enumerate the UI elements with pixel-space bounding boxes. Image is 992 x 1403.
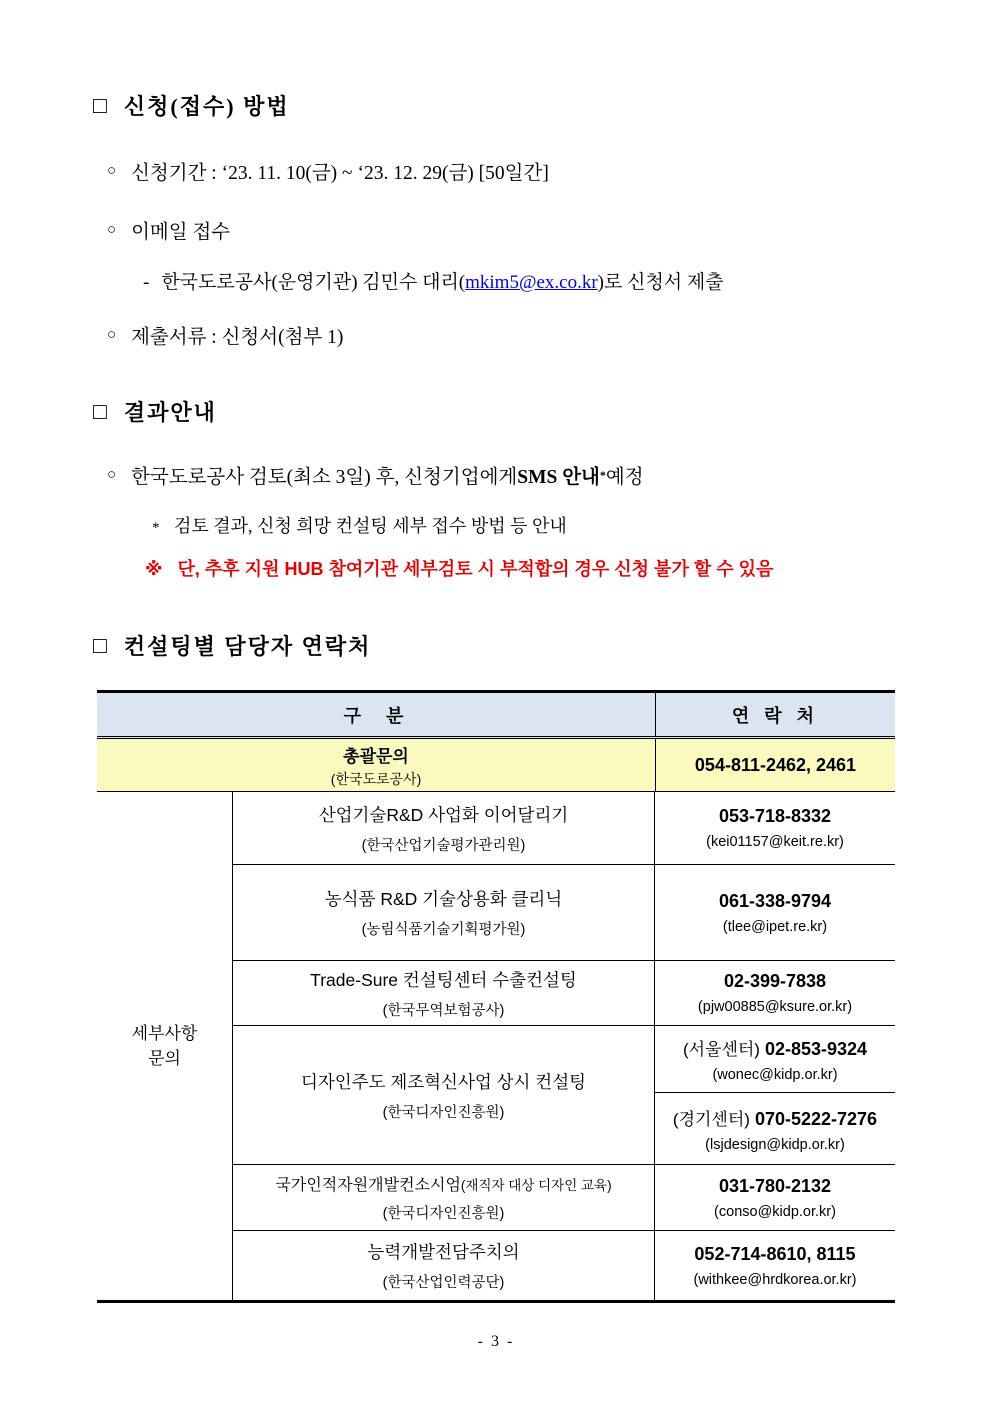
section-heading-result (93, 396, 217, 427)
consulting-name-cell (233, 1230, 655, 1300)
section-heading-apply-text: 신청(접수) 방법 (123, 94, 290, 119)
consulting-name: Trade-Sure 컨설팅센터 수출컨설팅 (310, 969, 577, 990)
asterisk-superscript: * (599, 467, 606, 482)
general-inquiry-row (97, 739, 895, 792)
contact-cell-gyeonggi (655, 1092, 895, 1164)
email-submission-text: 이메일 접수 (131, 222, 231, 243)
contact-email: (tlee@ipet.re.kr) (722, 918, 828, 935)
col-header-contact: 연 락 처 (655, 693, 895, 736)
consulting-name-main: 국가인적자원개발컨소시엄 (275, 1177, 461, 1194)
consulting-name-cell (233, 864, 655, 960)
warning-note-text: 단, 추후 지원 HUB 참여기관 세부검토 시 부적합의 경우 신청 불가 할 수 있음 (177, 559, 774, 579)
asterisk-icon: * (152, 520, 160, 536)
consulting-name: 디자인주도 제조혁신사업 상시 컨설팅 (300, 1071, 587, 1092)
warning-note-line (145, 555, 773, 581)
square-bullet-icon: □ (93, 399, 109, 424)
consulting-name-note: (재직자 대상 디자인 교육) (460, 1178, 612, 1193)
square-bullet-icon: □ (93, 93, 109, 118)
detail-inquiry-label-line1: 세부사항 (131, 1023, 198, 1043)
consulting-org: (농림식품기술기획평가원) (361, 922, 526, 938)
contact-phone: 053-718-8332 (718, 806, 832, 826)
required-docs-text: 제출서류 : 신청서(첨부 1) (131, 327, 344, 348)
required-docs-line (107, 321, 343, 349)
contact-area-label: (서울센터) (682, 1040, 760, 1059)
sms-notice-bold: SMS 안내 (517, 467, 600, 488)
consulting-name-cell (233, 960, 655, 1025)
circle-bullet-icon: ○ (107, 466, 117, 483)
circle-bullet-icon: ○ (107, 221, 117, 238)
general-inquiry-org: (한국도로공사) (330, 770, 422, 787)
general-inquiry-title: 총괄문의 (343, 746, 409, 766)
consulting-org: (한국산업인력공단) (382, 1275, 505, 1291)
contact-cell (655, 1230, 895, 1300)
contact-email: (lsjdesign@kidp.or.kr) (705, 1136, 845, 1153)
dash-bullet-icon: - (143, 272, 150, 293)
contact-email: (conso@kidp.or.kr) (714, 1203, 836, 1220)
consulting-org: (한국산업기술평가관리원) (361, 837, 526, 854)
general-inquiry-phone: 054-811-2462, 2461 (655, 739, 895, 791)
contact-phone-number: 02-853-9324 (764, 1039, 868, 1059)
reference-mark-icon: ※ (145, 559, 163, 579)
sms-notice-prefix: 한국도로공사 검토(최소 3일) 후, 신청기업에게 (131, 467, 518, 488)
sms-notice-line (107, 461, 644, 489)
section-heading-apply (93, 90, 290, 121)
contact-cell (655, 864, 895, 960)
contact-phone: 052-714-8610, 8115 (694, 1243, 856, 1264)
section-heading-contacts (93, 630, 371, 661)
consulting-name-cell (233, 1025, 655, 1164)
consulting-name: 산업기술R&D 사업화 이어달리기 (318, 804, 569, 825)
section-heading-result-text: 결과안내 (123, 400, 217, 425)
contact-phone (683, 1035, 867, 1060)
contact-phone-number: 070-5222-7276 (754, 1108, 878, 1129)
email-submission-line (107, 216, 230, 244)
email-link[interactable]: mkim5@ex.co.kr (465, 272, 598, 293)
contact-phone: 061-338-9794 (718, 890, 832, 911)
contact-table-body (97, 792, 895, 1300)
contact-email: (wonec@kidp.or.kr) (712, 1067, 838, 1083)
contact-phone: 031-780-2132 (718, 1175, 832, 1196)
application-period-text: 신청기간 : ‘23. 11. 10(금) ~ ‘23. 12. 29(금) [50일간] (131, 163, 549, 184)
consulting-name-cell (233, 792, 655, 864)
contact-email: (pjw00885@ksure.or.kr) (697, 999, 853, 1015)
contact-phone (673, 1105, 877, 1130)
page-number: - 3 - (477, 1333, 515, 1350)
consulting-org: (한국디자인진흥원) (382, 1104, 505, 1121)
circle-bullet-icon: ○ (107, 326, 117, 343)
consulting-name: 농식품 R&D 기술상용화 클리닉 (324, 889, 563, 909)
consulting-name (275, 1172, 611, 1195)
circle-bullet-icon: ○ (107, 162, 117, 179)
contact-area-label: (경기센터) (672, 1109, 750, 1129)
email-detail-line (143, 267, 724, 294)
footnote-line (152, 512, 567, 538)
application-period-line (107, 157, 549, 185)
sms-notice-suffix: 예정 (605, 467, 644, 488)
contact-cell (655, 960, 895, 1025)
detail-inquiry-label-cell (97, 792, 233, 1300)
consulting-org: (한국디자인진흥원) (382, 1206, 505, 1222)
general-inquiry-cell (97, 739, 655, 791)
consulting-name: 능력개발전담주치의 (367, 1242, 520, 1262)
contact-email: (kei01157@keit.re.kr) (706, 834, 844, 850)
contact-table (97, 690, 895, 1303)
contact-email: (withkee@hrdkorea.or.kr) (693, 1271, 857, 1288)
section-heading-contacts-text: 컨설팅별 담당자 연락처 (123, 634, 372, 659)
email-detail-prefix: 한국도로공사(운영기관) 김민수 대리( (161, 272, 466, 293)
square-bullet-icon: □ (93, 633, 109, 658)
contact-cell (655, 1164, 895, 1230)
contact-cell-seoul (655, 1025, 895, 1092)
contact-table-header-row (97, 693, 895, 739)
consulting-org: (한국무역보험공사) (382, 1002, 505, 1019)
contact-phone: 02-399-7838 (723, 971, 827, 991)
footnote-text: 검토 결과, 신청 희망 컨설팅 세부 접수 방법 등 안내 (174, 516, 567, 536)
email-detail-suffix: )로 신청서 제출 (597, 272, 724, 293)
contact-cell (655, 792, 895, 864)
col-header-category: 구 분 (343, 705, 409, 726)
detail-inquiry-label-line2: 문의 (148, 1049, 181, 1068)
consulting-name-cell (233, 1164, 655, 1230)
